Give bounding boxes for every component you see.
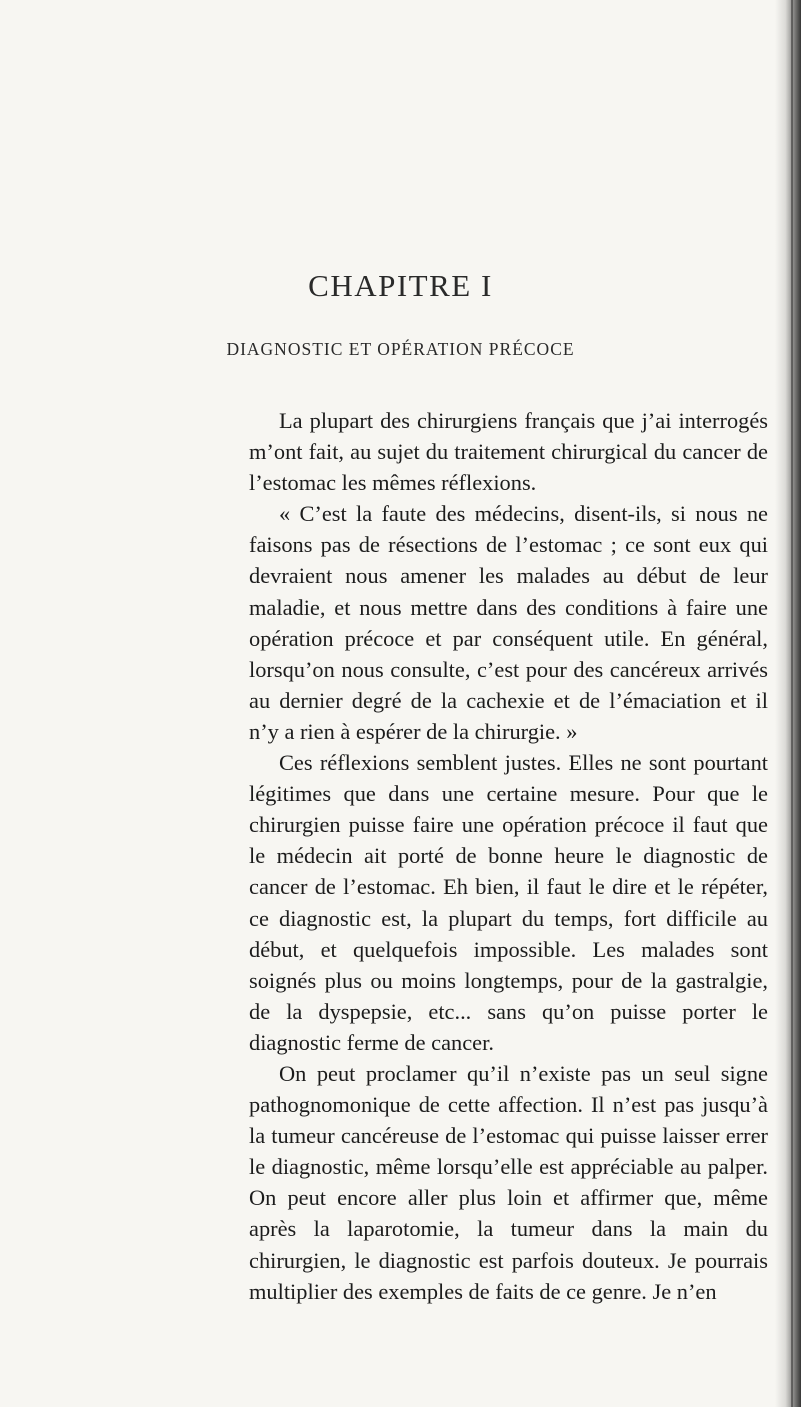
paragraph-1: La plupart des chirurgiens français que j’ai interrogés m’ont fait, au sujet du traitement chirurgical du cancer de l’estomac les mêmes réflexions. bbox=[249, 408, 768, 496]
chapter-title: CHAPITRE I bbox=[308, 268, 493, 303]
page-spine-shadow bbox=[775, 0, 801, 1407]
chapter-subtitle: DIAGNOSTIC ET OPÉRATION PRÉCOCE bbox=[226, 339, 575, 359]
body-text bbox=[249, 405, 768, 1307]
paragraph-4: On peut proclamer qu’il n’existe pas un seul signe pathognomonique de cette affection. Il n’est pas jusqu’à la tumeur cancéreuse de l’estomac qui puisse laisser errer le diagnostic, même lorsqu’elle est appréciable au palper. On peut encore aller plus loin et affirmer que, même après la laparotomie, la tumeur dans la main du chirurgien, le diagnostic est parfois douteux. Je pourrais multiplier des exemples de faits de ce genre. Je n’en bbox=[249, 1060, 768, 1304]
paragraph-3: Ces réflexions semblent justes. Elles ne sont pourtant légitimes que dans une certaine mesure. Pour que le chirurgien puisse faire une opération précoce il faut que le médecin ait porté de bonne heure le diagnostic de cancer de l’estomac. Eh bien, il faut le dire et le répéter, ce diagnostic est, la plupart du temps, fort difficile au début, et quelquefois impossible. Les malades sont soignés plus ou moins longtemps, pour de la gastralgie, de la dyspepsie, etc... sans qu’on puisse porter le diagnostic ferme de cancer. bbox=[249, 750, 768, 1055]
page-spine-edge bbox=[791, 0, 793, 1407]
paragraph-2: « C’est la faute des médecins, disent-ils, si nous ne faisons pas de résections de l’estomac ; ce sont eux qui devraient nous amener les malades au début de leur maladie, et nous mettre dans des conditions à faire une opération précoce et par conséquent utile. En général, lorsqu’on nous consulte, c’est pour des cancéreux arrivés au dernier degré de la cachexie et de l’émaciation et il n’y a rien à espérer de la chirurgie. » bbox=[249, 501, 768, 744]
